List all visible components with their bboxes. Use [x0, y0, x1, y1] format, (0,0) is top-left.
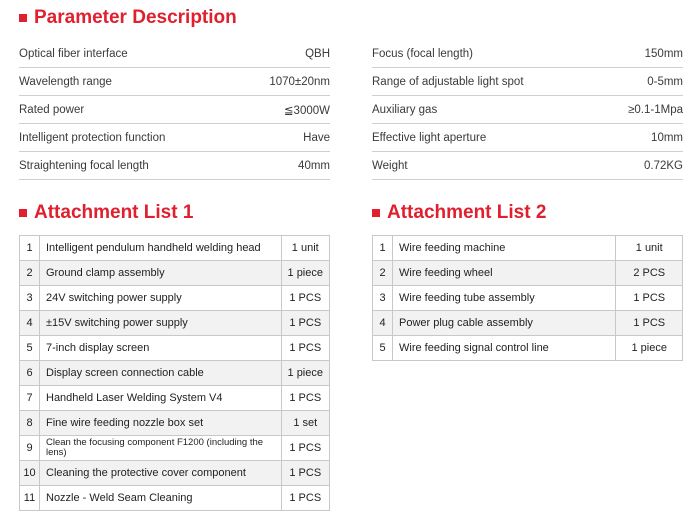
row-number: 3: [373, 286, 393, 311]
row-number: 5: [373, 336, 393, 361]
item-name: Ground clamp assembly: [40, 261, 282, 286]
item-quantity: 1 unit: [281, 236, 329, 261]
table-row: [373, 261, 683, 286]
row-number: 2: [373, 261, 393, 286]
param-row: [19, 124, 330, 152]
row-number: 2: [20, 261, 40, 286]
item-quantity: 1 piece: [616, 336, 683, 361]
item-name: 24V switching power supply: [40, 286, 282, 311]
attachment-list-2-table: [372, 235, 683, 361]
item-name: Power plug cable assembly: [393, 311, 616, 336]
table-row: [373, 311, 683, 336]
table-row: [373, 286, 683, 311]
table-row: [20, 386, 330, 411]
row-number: 4: [373, 311, 393, 336]
param-value: 0.72KG: [644, 159, 683, 172]
item-quantity: 1 PCS: [281, 336, 329, 361]
param-value: 10mm: [651, 131, 683, 144]
item-name: Intelligent pendulum handheld welding head: [40, 236, 282, 261]
param-value: 1070±20nm: [269, 75, 330, 88]
attachment-list-1-heading: [19, 202, 193, 224]
param-row: [19, 152, 330, 180]
item-quantity: 1 PCS: [281, 386, 329, 411]
table-row: [20, 311, 330, 336]
row-number: 9: [20, 436, 40, 461]
param-label: Range of adjustable light spot: [372, 75, 524, 88]
item-quantity: 1 PCS: [281, 436, 329, 461]
item-quantity: 1 set: [281, 411, 329, 436]
attachment-list-2-title: Attachment List 2: [387, 202, 547, 223]
param-value: 0-5mm: [647, 75, 683, 88]
param-label: Focus (focal length): [372, 47, 473, 60]
row-number: 7: [20, 386, 40, 411]
param-value: ≦3000W: [283, 104, 330, 117]
param-row: [372, 68, 683, 96]
table-row: [373, 336, 683, 361]
item-quantity: 1 piece: [281, 261, 329, 286]
row-number: 10: [20, 461, 40, 486]
param-row: [372, 40, 683, 68]
table-row: [20, 236, 330, 261]
parameter-heading: [19, 7, 237, 29]
parameter-list-left: [19, 40, 330, 180]
item-quantity: 1 PCS: [281, 486, 329, 511]
item-name: Display screen connection cable: [40, 361, 282, 386]
item-name: 7-inch display screen: [40, 336, 282, 361]
item-name: Handheld Laser Welding System V4: [40, 386, 282, 411]
row-number: 8: [20, 411, 40, 436]
param-row: [19, 96, 330, 124]
table-row: [20, 461, 330, 486]
table-row: [20, 411, 330, 436]
row-number: 6: [20, 361, 40, 386]
param-label: Optical fiber interface: [19, 47, 128, 60]
table-row: [20, 336, 330, 361]
param-label: Auxiliary gas: [372, 103, 438, 116]
item-name: Fine wire feeding nozzle box set: [40, 411, 282, 436]
square-bullet-icon: [372, 209, 380, 217]
item-name: Clean the focusing component F1200 (including the lens): [40, 436, 282, 461]
table-row: [20, 261, 330, 286]
attachment-list-2-heading: [372, 202, 546, 224]
param-row: [372, 152, 683, 180]
param-label: Rated power: [19, 103, 85, 116]
item-name: Wire feeding signal control line: [393, 336, 616, 361]
row-number: 3: [20, 286, 40, 311]
item-name: Wire feeding wheel: [393, 261, 616, 286]
row-number: 1: [373, 236, 393, 261]
item-quantity: 1 PCS: [616, 286, 683, 311]
param-label: Intelligent protection function: [19, 131, 166, 144]
param-row: [19, 40, 330, 68]
item-quantity: 2 PCS: [616, 261, 683, 286]
item-quantity: 1 PCS: [616, 311, 683, 336]
item-name: Wire feeding machine: [393, 236, 616, 261]
row-number: 1: [20, 236, 40, 261]
parameter-title: Parameter Description: [34, 7, 237, 28]
attachment-list-1-table: [19, 235, 330, 511]
item-quantity: 1 unit: [616, 236, 683, 261]
item-name: ±15V switching power supply: [40, 311, 282, 336]
param-value: 150mm: [644, 47, 683, 60]
param-value: QBH: [305, 47, 330, 60]
param-label: Weight: [372, 159, 408, 172]
param-row: [372, 124, 683, 152]
param-label: Wavelength range: [19, 75, 112, 88]
table-row: [373, 236, 683, 261]
param-value: Have: [303, 131, 330, 144]
item-quantity: 1 PCS: [281, 461, 329, 486]
table-row: [20, 361, 330, 386]
param-row: [372, 96, 683, 124]
square-bullet-icon: [19, 209, 27, 217]
table-row: [20, 486, 330, 511]
row-number: 11: [20, 486, 40, 511]
table-row: [20, 286, 330, 311]
param-label: Straightening focal length: [19, 159, 149, 172]
table-row: [20, 436, 330, 461]
item-quantity: 1 PCS: [281, 311, 329, 336]
item-name: Cleaning the protective cover component: [40, 461, 282, 486]
param-value: ≥0.1-1Mpa: [628, 103, 683, 116]
param-row: [19, 68, 330, 96]
square-bullet-icon: [19, 14, 27, 22]
param-label: Effective light aperture: [372, 131, 487, 144]
item-quantity: 1 piece: [281, 361, 329, 386]
item-name: Wire feeding tube assembly: [393, 286, 616, 311]
item-quantity: 1 PCS: [281, 286, 329, 311]
parameter-list-right: [372, 40, 683, 180]
row-number: 5: [20, 336, 40, 361]
param-value: 40mm: [298, 159, 330, 172]
attachment-list-1-title: Attachment List 1: [34, 202, 194, 223]
item-name: Nozzle - Weld Seam Cleaning: [40, 486, 282, 511]
row-number: 4: [20, 311, 40, 336]
